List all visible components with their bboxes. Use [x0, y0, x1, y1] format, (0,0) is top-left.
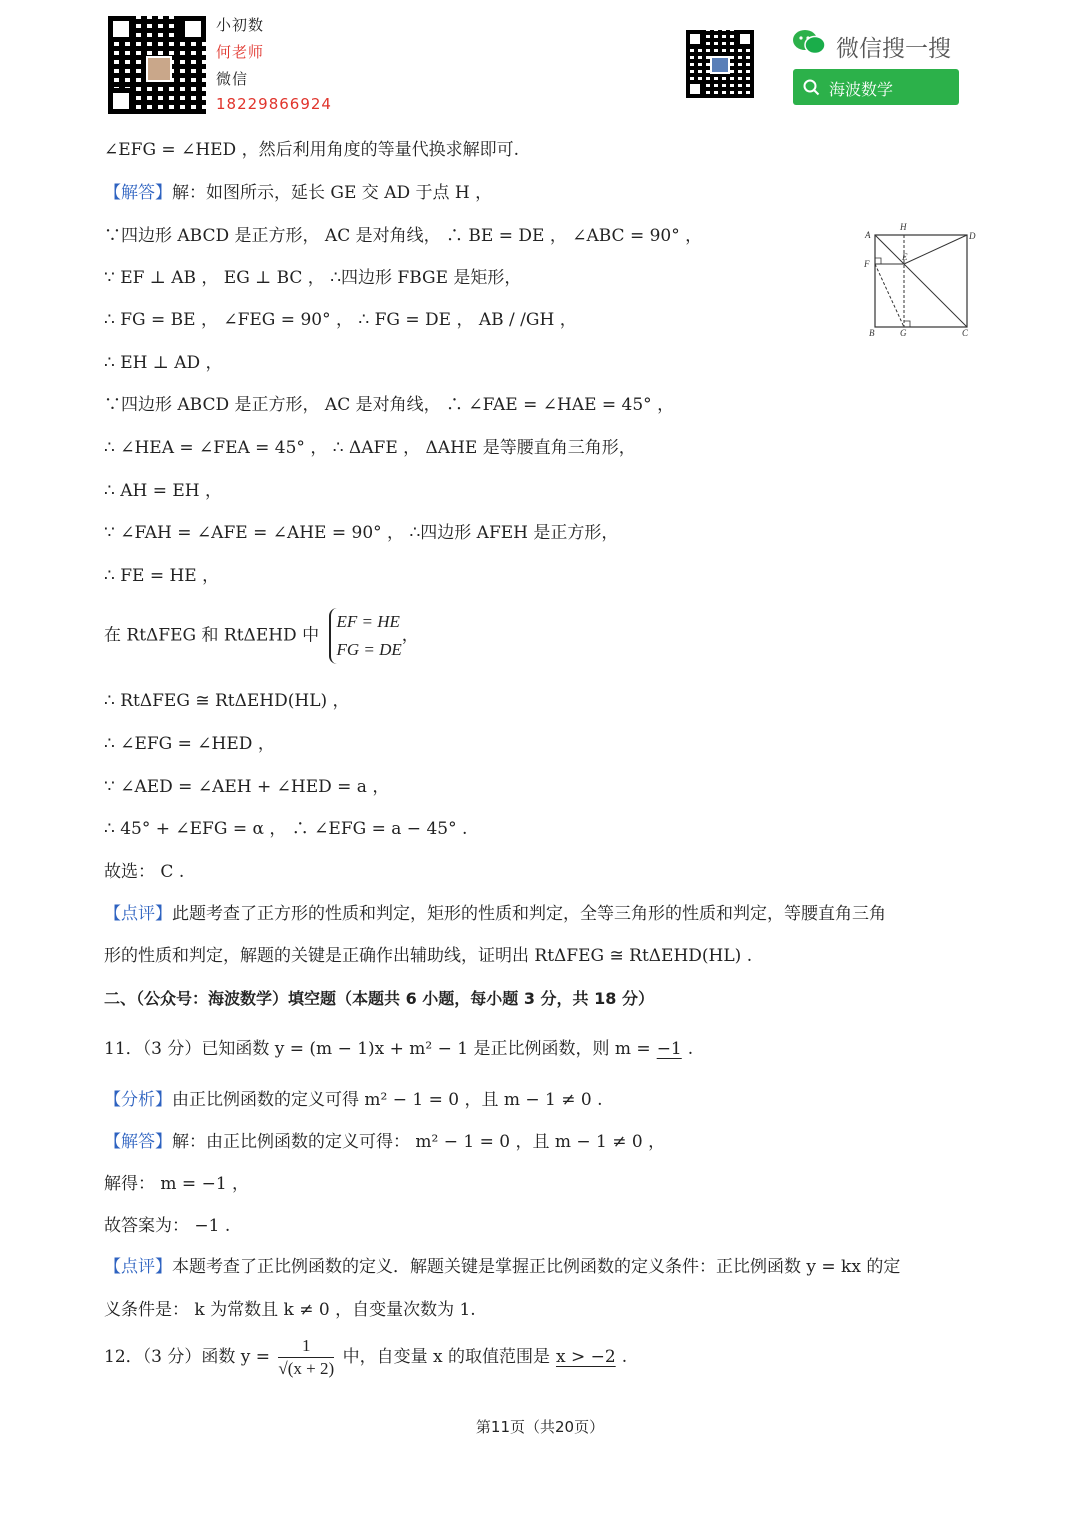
segment-fg	[875, 264, 904, 327]
system-prefix: 在 RtΔFEG 和 RtΔEHD 中	[104, 625, 320, 646]
text-line-10: ∵ ∠FAH = ∠AFE = ∠AHE = 90° ， ∴四边形 AFEH 是正方形，	[104, 523, 619, 543]
section-heading: 二、（公众号：海波数学）填空题（本题共 6 小题，每小题 3 分，共 18 分）	[104, 989, 654, 1008]
analysis-11	[104, 1088, 603, 1112]
segment-ed	[904, 235, 967, 264]
note-line-3: 微信	[216, 70, 249, 88]
analysis-text: 由正比例函数的定义可得 m² − 1 = 0 ，且 m − 1 ≠ 0 .	[172, 1090, 603, 1110]
comment-line-1	[104, 902, 886, 926]
search-icon	[803, 79, 820, 96]
text-line-4: ∵ EF ⊥ AB ， EG ⊥ BC ， ∴四边形 FBGE 是矩形，	[104, 268, 522, 288]
label-a: A	[865, 230, 871, 240]
label-b: B	[869, 328, 875, 338]
solution-11-text: 解：由正比例函数的定义可得： m² − 1 = 0 ，且 m − 1 ≠ 0 ，	[172, 1132, 666, 1152]
text-line-3: ∵四边形 ABCD 是正方形， AC 是对角线， ∴ BE = DE ， ∠ABC = 90° ，	[104, 226, 703, 246]
text-line-8: ∴ ∠HEA = ∠FEA = 45° ， ∴ ΔAFE ， ΔAHE 是等腰直角三角形，	[104, 438, 636, 458]
note-phone: 18229866924	[216, 95, 332, 113]
q12-numerator: 1	[302, 1336, 311, 1355]
wechat-logo	[792, 28, 826, 56]
label-h: H	[900, 222, 907, 232]
right-angle-f	[875, 258, 881, 264]
page-footer: 第11页（共20页）	[475, 1418, 605, 1436]
label-f: F	[864, 259, 870, 269]
text-line-16: ∴ 45° + ∠EFG = α ， ∴ ∠EFG = a − 45° .	[104, 819, 468, 839]
comment-11-text: 本题考查了正比例函数的定义．解题关键是掌握正比例函数的定义条件：正比例函数 y = kx 的定	[172, 1257, 901, 1277]
solution-text: 解：如图所示，延长 GE 交 AD 于点 H ，	[172, 183, 493, 203]
q12-fraction	[278, 1335, 334, 1380]
question-11	[104, 1037, 693, 1061]
system-suffix: ，	[401, 625, 419, 646]
text-line-15: ∵ ∠AED = ∠AEH + ∠HED = a ，	[104, 777, 390, 797]
solution-11-tag: 【解答】	[104, 1132, 172, 1152]
text-line-7: ∵四边形 ABCD 是正方形， AC 是对角线， ∴ ∠FAE = ∠HAE = 45° ，	[104, 395, 675, 415]
system-eq-1: EF = HE	[336, 612, 400, 631]
text-line-5: ∴ FG = BE ， ∠FEG = 90° ， ∴ FG = DE ， AB / /GH ，	[104, 310, 577, 330]
handwritten-note	[216, 14, 332, 113]
label-d: D	[969, 231, 976, 241]
equation-system-line	[104, 608, 419, 664]
search-box[interactable]	[793, 69, 959, 105]
text-line-17: 故选： C .	[104, 862, 185, 882]
equation-system	[329, 608, 402, 664]
q11-answer: −1	[656, 1039, 682, 1059]
comment-tag: 【点评】	[104, 904, 172, 924]
square-figure	[860, 220, 980, 340]
text-line-1: ∠EFG = ∠HED ，然后利用角度的等量代换求解即可.	[104, 140, 519, 160]
note-line-1: 小初数	[216, 16, 265, 34]
text-line-13: ∴ RtΔFEG ≅ RtΔEHD(HL) ，	[104, 691, 350, 711]
search-box-text: 海波数学	[829, 80, 894, 99]
label-c: C	[962, 328, 969, 338]
comment-text: 此题考查了正方形的性质和判定，矩形的性质和判定，全等三角形的性质和判定，等腰直角三角	[172, 904, 886, 924]
diagonal-ac	[875, 235, 967, 327]
wechat-search-label: 微信搜一搜	[836, 36, 951, 62]
solution-intro	[104, 181, 492, 205]
qr-code-left	[108, 16, 206, 114]
label-e: E	[902, 252, 908, 262]
solution-tag: 【解答】	[104, 183, 172, 203]
note-line-2: 何老师	[216, 43, 265, 61]
text-line-6: ∴ EH ⊥ AD ，	[104, 353, 223, 373]
q11-prefix: 11．（3 分）已知函数 y = (m − 1)x + m² − 1 是正比例函数，则 m =	[104, 1039, 651, 1059]
q12-prefix: 12．（3 分）函数 y =	[104, 1347, 271, 1367]
solution-11	[104, 1130, 665, 1154]
qr-code-right	[686, 30, 754, 98]
solution-11-line-3: 故答案为： −1 .	[104, 1216, 231, 1236]
comment-11-line-2: 义条件是： k 为常数且 k ≠ 0 ，自变量次数为 1.	[104, 1300, 476, 1320]
comment-line-2: 形的性质和判定，解题的关键是正确作出辅助线，证明出 RtΔFEG ≅ RtΔEHD(HL) .	[104, 946, 753, 966]
comment-11-tag: 【点评】	[104, 1257, 172, 1277]
wechat-icon	[792, 28, 826, 56]
q12-middle: 中，自变量 x 的取值范围是	[342, 1347, 550, 1367]
question-12	[104, 1333, 627, 1381]
label-g: G	[900, 328, 907, 338]
right-angle-g	[904, 321, 910, 327]
solution-11-line-2: 解得： m = −1 ，	[104, 1174, 250, 1194]
system-eq-2: FG = DE	[336, 640, 402, 659]
text-line-14: ∴ ∠EFG = ∠HED ，	[104, 734, 275, 754]
analysis-tag: 【分析】	[104, 1090, 172, 1110]
q12-denominator: √(x + 2)	[278, 1359, 335, 1378]
comment-11	[104, 1255, 900, 1279]
q12-answer: x > −2	[555, 1347, 616, 1367]
q11-suffix: .	[687, 1039, 694, 1059]
text-line-11: ∴ FE = HE ，	[104, 566, 220, 586]
text-line-9: ∴ AH = EH ，	[104, 481, 223, 501]
q12-suffix: .	[621, 1347, 628, 1367]
